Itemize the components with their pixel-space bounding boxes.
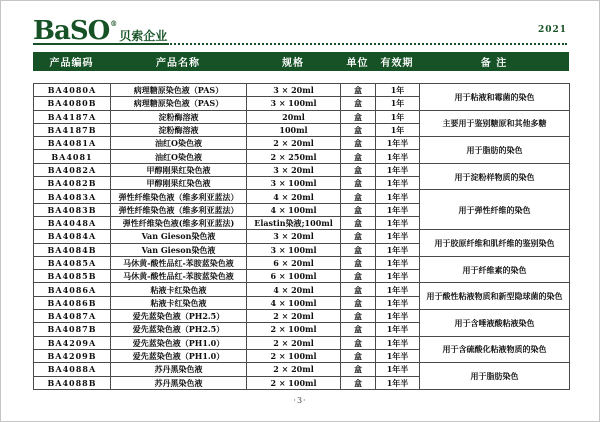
validity-cell: 1年半 [376,323,420,336]
validity-cell: 1年半 [376,336,420,349]
validity-cell: 1年半 [376,363,420,376]
table-header-bar [33,52,569,71]
unit-cell: 盒 [341,376,376,389]
validity-cell: 1年半 [376,216,420,229]
spec-cell: 3 × 100ml [247,97,341,110]
product-name-cell: 病理糖原染色液（PAS） [111,97,247,110]
table-row [34,310,570,323]
spec-cell: Elastin染液;100ml [247,216,341,229]
validity-cell: 1年半 [376,349,420,362]
validity-cell: 1年半 [376,137,420,150]
page-header [33,17,567,45]
spec-cell: 3 × 100ml [247,243,341,256]
product-code-cell: BA4209B [34,349,111,362]
unit-cell: 盒 [341,336,376,349]
validity-cell: 1年半 [376,296,420,309]
product-code-cell: BA4080B [34,97,111,110]
product-name-cell: Van Gieson染色液 [111,243,247,256]
spec-cell: 3 × 20ml [247,230,341,243]
product-code-cell: BA4086B [34,296,111,309]
table-row [34,336,570,349]
product-code-cell: BA4088B [34,376,111,389]
unit-cell: 盒 [341,349,376,362]
unit-cell: 盒 [341,256,376,269]
product-code-cell: BA4080A [34,84,111,97]
validity-cell: 1年 [376,84,420,97]
remark-cell: 用于含硫酸化粘液物质的染色 [420,336,570,363]
header-product-name: 产品名称 [156,58,200,69]
product-name-cell: 爱先蓝染色液（PH2.5） [111,323,247,336]
spec-cell: 2 × 250ml [247,150,341,163]
product-code-cell: BA4087A [34,310,111,323]
product-code-cell: BA4087B [34,323,111,336]
remark-cell: 主要用于鉴别糖原和其他多糖 [420,110,570,137]
product-code-cell: BA4083A [34,190,111,203]
unit-cell: 盒 [341,123,376,136]
spec-cell: 20ml [247,110,341,123]
product-name-cell: 弹性纤维染色液（维多利亚蓝法） [111,203,247,216]
product-name-cell: 淀粉酶溶液 [111,123,247,136]
company-name: 贝索企业 [119,29,168,43]
unit-cell: 盒 [341,137,376,150]
validity-cell: 1年半 [376,190,420,203]
spec-cell: 4 × 20ml [247,283,341,296]
product-code-cell: BA4082B [34,177,111,190]
remark-cell: 用于脂肪的染色 [420,137,570,164]
spec-cell: 6 × 20ml [247,256,341,269]
product-code-cell: BA4081A [34,137,111,150]
product-code-cell: BA4084B [34,243,111,256]
unit-cell: 盒 [341,270,376,283]
validity-cell: 1年半 [376,256,420,269]
product-code-cell: BA4085B [34,270,111,283]
product-name-cell: 苏丹黑染色液 [111,376,247,389]
spec-cell: 2 × 20ml [247,336,341,349]
validity-cell: 1年半 [376,177,420,190]
unit-cell: 盒 [341,97,376,110]
validity-cell: 1年半 [376,203,420,216]
header-product-code: 产品编码 [49,58,94,69]
validity-cell: 1年半 [376,270,420,283]
spec-cell: 2 × 20ml [247,310,341,323]
logo-wordmark: BaSO [33,16,110,47]
product-name-cell: 病理糖原染色液（PAS） [111,84,247,97]
remark-cell: 用于淀粉样物质的染色 [420,163,570,190]
product-code-cell: BA4088A [34,363,111,376]
product-name-cell: 油红O染色液 [111,137,247,150]
registered-trademark-icon: ® [110,19,118,28]
spec-cell: 2 × 100ml [247,323,341,336]
table-row [34,283,570,296]
product-code-cell: BA4084A [34,230,111,243]
unit-cell: 盒 [341,110,376,123]
product-name-cell: 甲醇刚果红染色液 [111,163,247,176]
product-name-cell: 甲醇刚果红染色液 [111,177,247,190]
product-table-body [34,84,570,390]
remark-cell: 用于弹性纤维的染色 [420,190,570,230]
product-name-cell: 粘液卡红染色液 [111,296,247,309]
remark-cell: 用于胶原纤维和肌纤维的鉴别染色 [420,230,570,257]
unit-cell: 盒 [341,84,376,97]
product-code-cell: BA4187B [34,123,111,136]
product-code-cell: BA4048A [34,216,111,229]
product-name-cell: 马休黄-酸性品红-苯胺蓝染色液 [111,256,247,269]
baso-logo [33,16,168,47]
validity-cell: 1年半 [376,230,420,243]
remark-cell: 用于脂肪染色 [420,363,570,390]
header-validity: 有效期 [380,58,414,69]
unit-cell: 盒 [341,203,376,216]
spec-cell: 2 × 100ml [247,349,341,362]
spec-cell: 100ml [247,123,341,136]
spec-cell: 4 × 20ml [247,190,341,203]
product-code-cell: BA4209A [34,336,111,349]
product-code-cell: BA4085A [34,256,111,269]
spec-cell: 4 × 100ml [247,296,341,309]
product-name-cell: 油红O染色液 [111,150,247,163]
spec-cell: 2 × 20ml [247,137,341,150]
unit-cell: 盒 [341,243,376,256]
table-row [34,163,570,176]
product-name-cell: Van Gieson染色液 [111,230,247,243]
unit-cell: 盒 [341,323,376,336]
unit-cell: 盒 [341,283,376,296]
unit-cell: 盒 [341,163,376,176]
spec-cell: 3 × 20ml [247,163,341,176]
spec-cell: 2 × 100ml [247,376,341,389]
table-row [34,84,570,97]
validity-cell: 1年 [376,110,420,123]
spec-cell: 3 × 100ml [247,177,341,190]
unit-cell: 盒 [341,310,376,323]
remark-cell: 用于粘液和霉菌的染色 [420,84,570,111]
product-name-cell: 苏丹黑染色液 [111,363,247,376]
remark-cell: 用于纤维素的染色 [420,256,570,283]
table-row [34,190,570,203]
product-code-cell: BA4081 [34,150,111,163]
unit-cell: 盒 [341,230,376,243]
table-row [34,110,570,123]
product-code-cell: BA4082A [34,163,111,176]
product-name-cell: 爱先蓝染色液（PH1.0） [111,349,247,362]
product-table [33,83,570,390]
product-name-cell: 爱先蓝染色液（PH1.0） [111,336,247,349]
header-unit: 单位 [346,58,369,69]
dotted-divider [167,42,567,45]
unit-cell: 盒 [341,296,376,309]
validity-cell: 1年半 [376,163,420,176]
unit-cell: 盒 [341,177,376,190]
table-row [34,363,570,376]
spec-cell: 4 × 100ml [247,203,341,216]
validity-cell: 1年 [376,97,420,110]
unit-cell: 盒 [341,363,376,376]
spec-cell: 3 × 20ml [247,84,341,97]
remark-cell: 用于含唾液酸粘液染色 [420,310,570,337]
page-number: ·3· [293,396,307,405]
unit-cell: 盒 [341,150,376,163]
product-name-cell: 爱先蓝染色液（PH2.5） [111,310,247,323]
product-name-cell: 粘液卡红染色液 [111,283,247,296]
header-remark: 备 注 [480,58,508,69]
catalog-year: 2021 [537,25,567,35]
validity-cell: 1年 [376,123,420,136]
validity-cell: 1年半 [376,283,420,296]
unit-cell: 盒 [341,190,376,203]
product-name-cell: 淀粉酶溶液 [111,110,247,123]
unit-cell: 盒 [341,216,376,229]
header-spec: 规格 [282,58,304,69]
validity-cell: 1年半 [376,243,420,256]
spec-cell: 6 × 100ml [247,270,341,283]
validity-cell: 1年半 [376,310,420,323]
product-name-cell: 弹性纤维染色液(维多利亚蓝法) [111,216,247,229]
spec-cell: 2 × 20ml [247,363,341,376]
remark-cell: 用于酸性粘液物质和新型隐球菌的染色 [420,283,570,310]
product-name-cell: 弹性纤维染色液（维多利亚蓝法） [111,190,247,203]
validity-cell: 1年半 [376,150,420,163]
table-row [34,230,570,243]
product-name-cell: 马休黄-酸性品红-苯胺蓝染色液 [111,270,247,283]
validity-cell: 1年半 [376,376,420,389]
product-code-cell: BA4187A [34,110,111,123]
product-code-cell: BA4083B [34,203,111,216]
table-row [34,256,570,269]
table-row [34,137,570,150]
product-code-cell: BA4086A [34,283,111,296]
